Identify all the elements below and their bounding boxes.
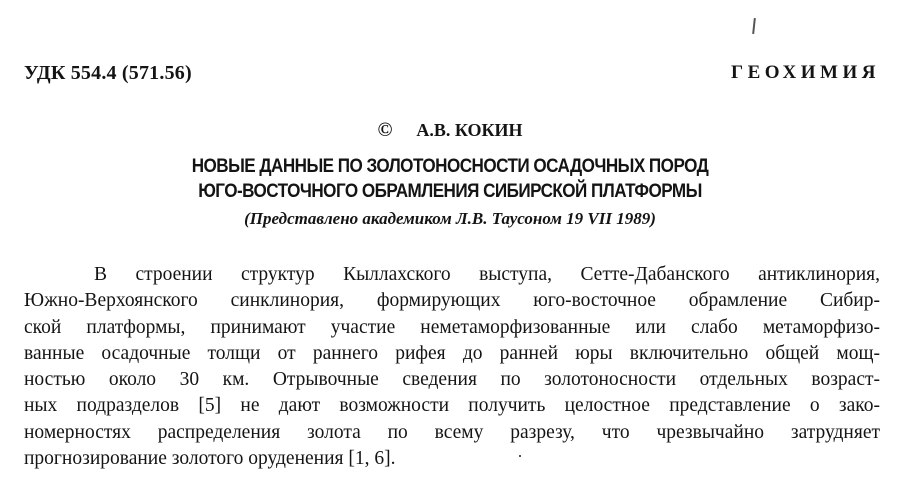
body-line-2: Южно-Верхоянского синклинория, формирующих юго-восточное обрамление Сибир- [24,290,880,312]
title-line-2: ЮГО-ВОСТОЧНОГО ОБРАМЛЕНИЯ СИБИРСКОЙ ПЛАТФОРМЫ [198,181,702,202]
body-line-8: прогнозирование золотого оруденения [1, 6]. [24,448,396,470]
body-line-6: ных подразделов [5] не дают возможности получить целостное представление о зако- [24,395,880,417]
section-heading: ГЕОХИМИЯ [731,62,880,83]
copyright-symbol: © [377,119,393,141]
presented-by-note: (Представлено академиком Л.В. Таусоном 19 VII 1989) [244,209,656,228]
article-title [45,154,855,204]
body-line-4: ванные осадочные толщи от раннего рифея до ранней юры включительно общей мощ- [24,342,880,364]
body-line-7: номерностях распределения золота по всему разрезу, что чрезвычайно затрудняет [24,421,880,443]
title-line-1: НОВЫЕ ДАННЫЕ ПО ЗОЛОТОНОСНОСТИ ОСАДОЧНЫХ ПОРОД [191,156,709,177]
article-body [24,262,880,472]
author-name: А.В. КОКИН [416,120,523,140]
scan-speck [519,455,521,457]
author-line [0,119,900,142]
body-line-5: ностью около 30 км. Отрывочные сведения по золотоносности отдельных возраст- [24,369,880,391]
scan-mark [752,18,756,34]
udk-code: УДК 554.4 (571.56) [24,62,192,84]
body-line-3: ской платформы, принимают участие неметаморфизованные или слабо метаморфизо- [24,316,880,338]
body-line-1: В строении структур Кыллахского выступа, Сетте-Дабанского антиклинория, [94,264,880,285]
